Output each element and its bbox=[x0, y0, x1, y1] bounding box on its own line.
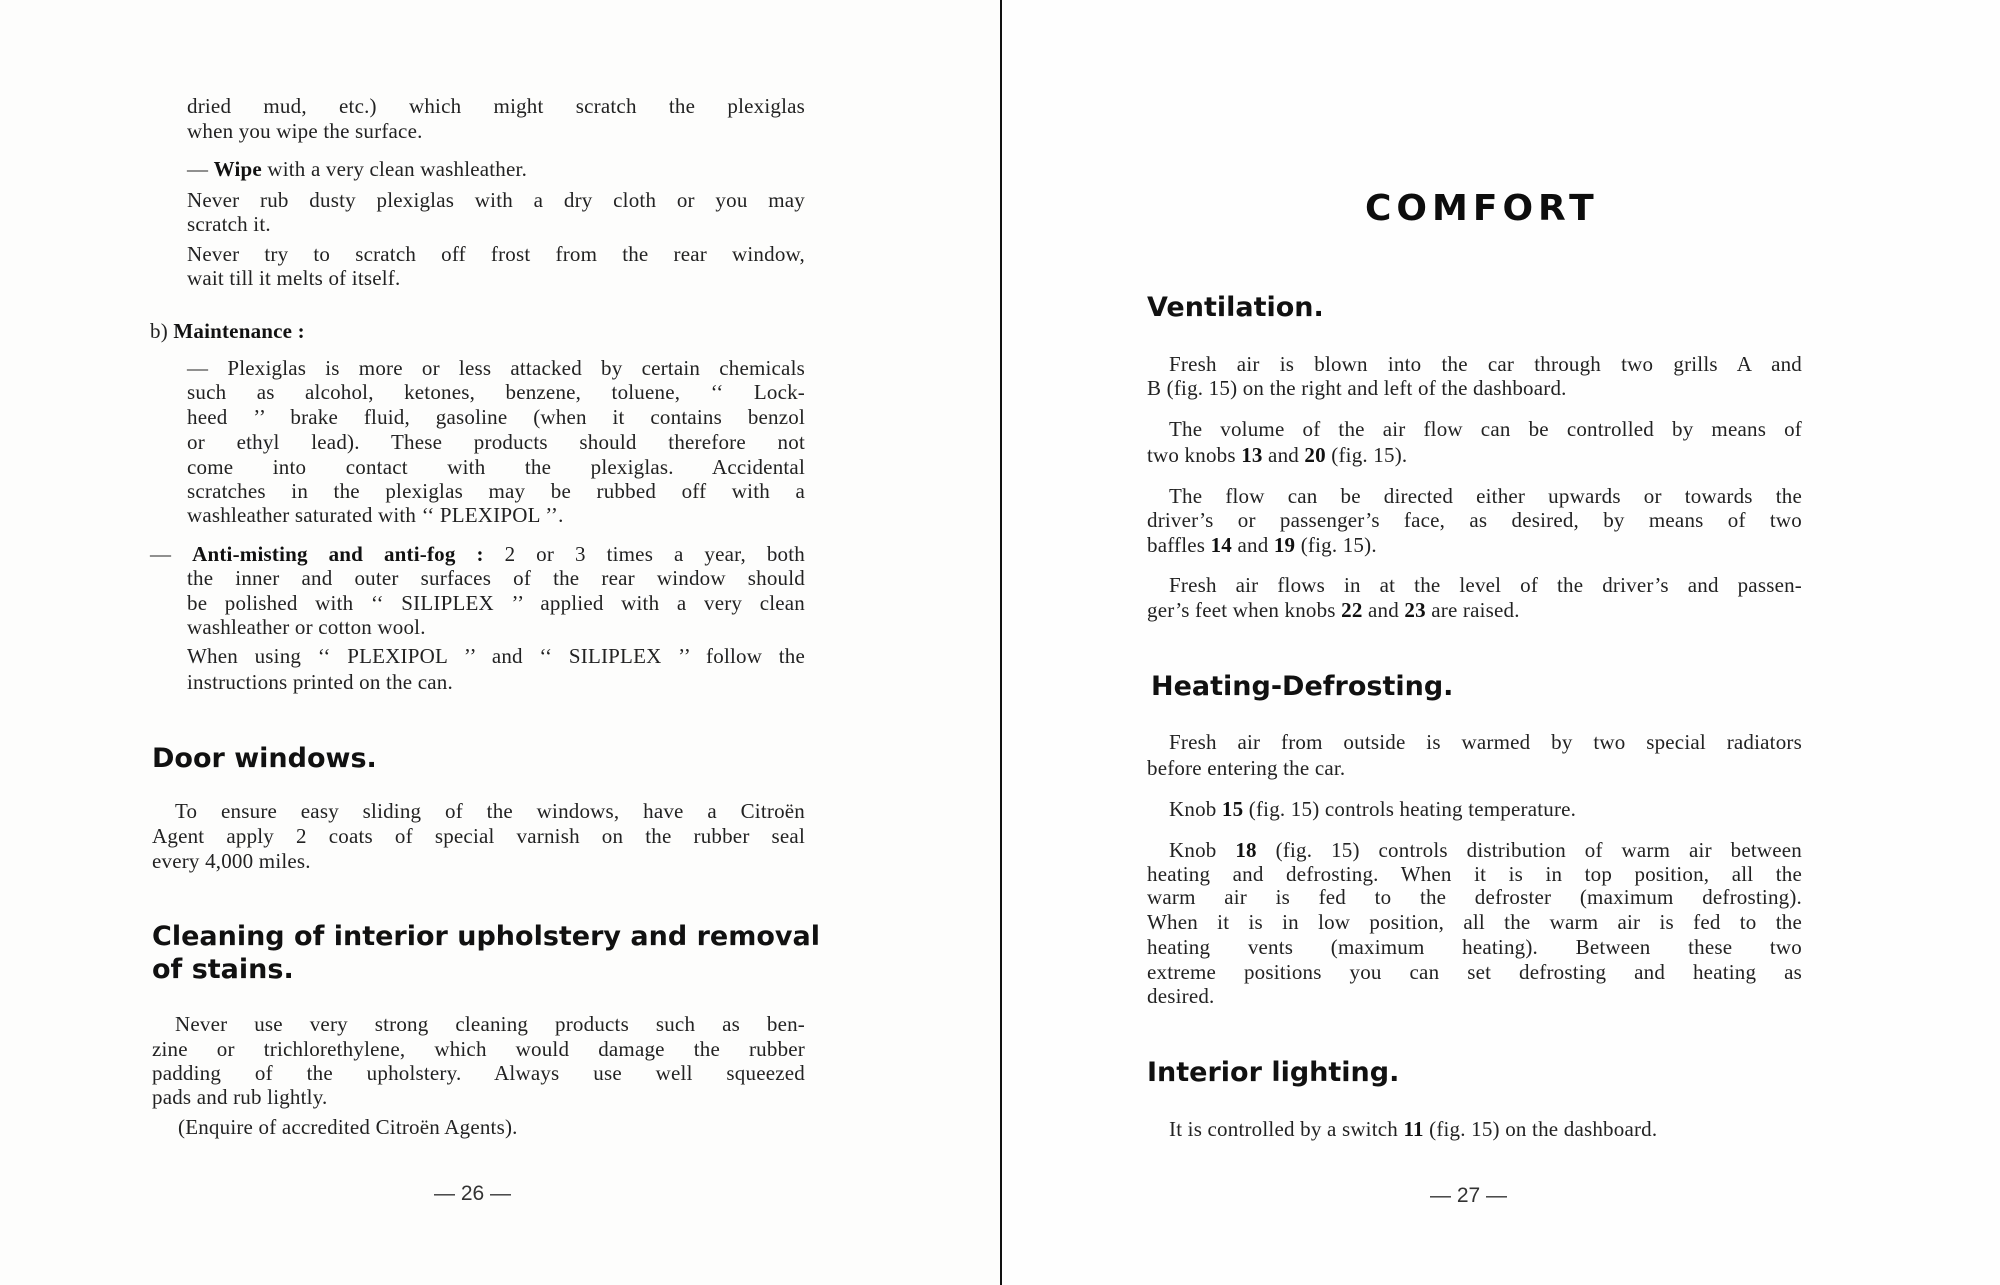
page-number: — 27 — bbox=[1430, 1184, 1508, 1207]
wipe-bold: Wipe bbox=[213, 157, 262, 181]
dash: — bbox=[150, 542, 172, 566]
body-text-line: (Enquire of accredited Citroën Agents). bbox=[178, 1115, 518, 1139]
body-text-line: the inner and outer surfaces of the rear window should bbox=[187, 566, 805, 590]
body-text-line: washleather saturated with ‘‘ PLEXIPOL ’’. bbox=[187, 503, 564, 527]
text: Knob bbox=[1169, 838, 1217, 862]
text: and bbox=[1268, 443, 1299, 467]
wipe-rest: with a very clean washleather. bbox=[267, 157, 528, 181]
body-text-line: extreme positions you can set defrosting and heating as bbox=[1147, 960, 1802, 984]
right-page bbox=[1002, 0, 2000, 1285]
body-text-line: warm air is fed to the defroster (maximum defrosting). bbox=[1147, 885, 1802, 909]
knob-number: 20 bbox=[1304, 443, 1326, 467]
anti-misting-bold: Anti-misting and anti-fog : bbox=[192, 542, 484, 566]
body-text-line: To ensure easy sliding of the windows, have a Citroën bbox=[175, 799, 805, 823]
body-text-line bbox=[1147, 443, 1407, 467]
body-text-line bbox=[1147, 533, 1377, 557]
body-text-line: heating vents (maximum heating). Between these two bbox=[1147, 935, 1802, 959]
body-text-line: Never rub dusty plexiglas with a dry cloth or you may bbox=[187, 188, 805, 212]
body-text-line bbox=[1169, 1117, 1657, 1141]
dash: — bbox=[187, 157, 209, 181]
page-number: — 26 — bbox=[434, 1182, 512, 1205]
text: It is controlled by a switch bbox=[1169, 1117, 1398, 1141]
body-text-line: every 4,000 miles. bbox=[152, 849, 311, 873]
section-heading-door-windows: Door windows. bbox=[152, 743, 377, 774]
body-text-line: heed ’’ brake fluid, gasoline (when it contains benzol bbox=[187, 405, 805, 429]
chapter-title: COMFORT bbox=[1365, 188, 1599, 229]
body-text-line: The volume of the air flow can be controlled by means of bbox=[1169, 417, 1802, 441]
text: and bbox=[1368, 598, 1399, 622]
text: and bbox=[1237, 533, 1269, 557]
body-text-line: desired. bbox=[1147, 984, 1215, 1008]
section-heading-lighting: Interior lighting. bbox=[1147, 1057, 1400, 1088]
text: (fig. 15) on the dashboard. bbox=[1429, 1117, 1658, 1141]
anti-misting-line bbox=[150, 542, 805, 566]
section-heading-cleaning-cont: of stains. bbox=[152, 954, 294, 985]
body-text-line: dried mud, etc.) which might scratch the plexiglas bbox=[187, 94, 805, 118]
body-text-line: pads and rub lightly. bbox=[152, 1085, 328, 1109]
body-text-line: heating and defrosting. When it is in top position, all the bbox=[1147, 862, 1802, 886]
section-heading-heating: Heating-Defrosting. bbox=[1151, 671, 1454, 702]
body-text-line: zine or trichlorethylene, which would damage the rubber bbox=[152, 1037, 805, 1061]
body-text-line: such as alcohol, ketones, benzene, toluene, ‘‘ Lock- bbox=[187, 380, 805, 404]
body-text-line: Agent apply 2 coats of special varnish on the rubber seal bbox=[152, 824, 805, 848]
text: Knob bbox=[1169, 797, 1217, 821]
body-text-line: B (fig. 15) on the right and left of the dashboard. bbox=[1147, 376, 1567, 400]
body-text-line: Never use very strong cleaning products such as ben- bbox=[175, 1012, 805, 1036]
wipe-instruction bbox=[187, 157, 527, 181]
body-text-line: The flow can be directed either upwards or towards the bbox=[1169, 484, 1802, 508]
text: are raised. bbox=[1431, 598, 1520, 622]
section-heading-ventilation: Ventilation. bbox=[1147, 292, 1324, 323]
body-text-line: come into contact with the plexiglas. Accidental bbox=[187, 455, 805, 479]
baffle-number: 14 bbox=[1210, 533, 1233, 557]
text: two knobs bbox=[1147, 443, 1236, 467]
body-text-line: scratches in the plexiglas may be rubbed off with a bbox=[187, 479, 805, 503]
switch-number: 11 bbox=[1403, 1117, 1424, 1141]
body-text-line: Fresh air from outside is warmed by two special radiators bbox=[1169, 730, 1802, 754]
body-text-line bbox=[1169, 797, 1576, 821]
section-heading-cleaning: Cleaning of interior upholstery and removal bbox=[152, 921, 820, 952]
text: (fig. 15). bbox=[1300, 533, 1377, 557]
body-text-line: wait till it melts of itself. bbox=[187, 266, 401, 290]
text: baffles bbox=[1147, 533, 1206, 557]
body-text-line: When it is in low position, all the warm air is fed to the bbox=[1147, 910, 1802, 934]
text: (fig. 15). bbox=[1331, 443, 1408, 467]
body-text-line: instructions printed on the can. bbox=[187, 670, 453, 694]
list-marker: b) bbox=[150, 319, 168, 343]
body-text-line: when you wipe the surface. bbox=[187, 119, 423, 143]
text: (fig. 15) controls heating temperature. bbox=[1248, 797, 1577, 821]
body-text-line: Fresh air flows in at the level of the driver’s and passen- bbox=[1169, 573, 1802, 597]
body-text-line: washleather or cotton wool. bbox=[187, 615, 426, 639]
body-text-line: padding of the upholstery. Always use well squeezed bbox=[152, 1061, 805, 1085]
body-text-line: or ethyl lead). These products should therefore not bbox=[187, 430, 805, 454]
baffle-number: 19 bbox=[1273, 533, 1296, 557]
body-text-line: scratch it. bbox=[187, 212, 271, 236]
maintenance-heading: Maintenance : bbox=[173, 319, 305, 343]
body-text-line: be polished with ‘‘ SILIPLEX ’’ applied with a very clean bbox=[187, 591, 805, 615]
knob-number: 23 bbox=[1404, 598, 1426, 622]
knob-number: 13 bbox=[1241, 443, 1263, 467]
text: ger’s feet when knobs bbox=[1147, 598, 1336, 622]
body-text-line: driver’s or passenger’s face, as desired, by means of two bbox=[1147, 508, 1802, 532]
knob-number: 22 bbox=[1341, 598, 1363, 622]
body-text-line: before entering the car. bbox=[1147, 756, 1346, 780]
body-text-line: Fresh air is blown into the car through two grills A and bbox=[1169, 352, 1802, 376]
body-text-line: — Plexiglas is more or less attacked by certain chemicals bbox=[187, 356, 805, 380]
body-text-line: Never try to scratch off frost from the rear window, bbox=[187, 242, 805, 266]
knob-number: 15 bbox=[1221, 797, 1244, 821]
anti-misting-rest: 2 or 3 times a year, both bbox=[504, 542, 805, 566]
body-text-line bbox=[1169, 838, 1802, 862]
body-text-line: When using ‘‘ PLEXIPOL ’’ and ‘‘ SILIPLEX ’’ follow the bbox=[187, 644, 805, 668]
knob-number: 18 bbox=[1235, 838, 1257, 862]
maintenance-label bbox=[150, 319, 305, 343]
body-text-line bbox=[1147, 598, 1520, 622]
text: (fig. 15) controls distribution of warm air between bbox=[1275, 838, 1802, 862]
